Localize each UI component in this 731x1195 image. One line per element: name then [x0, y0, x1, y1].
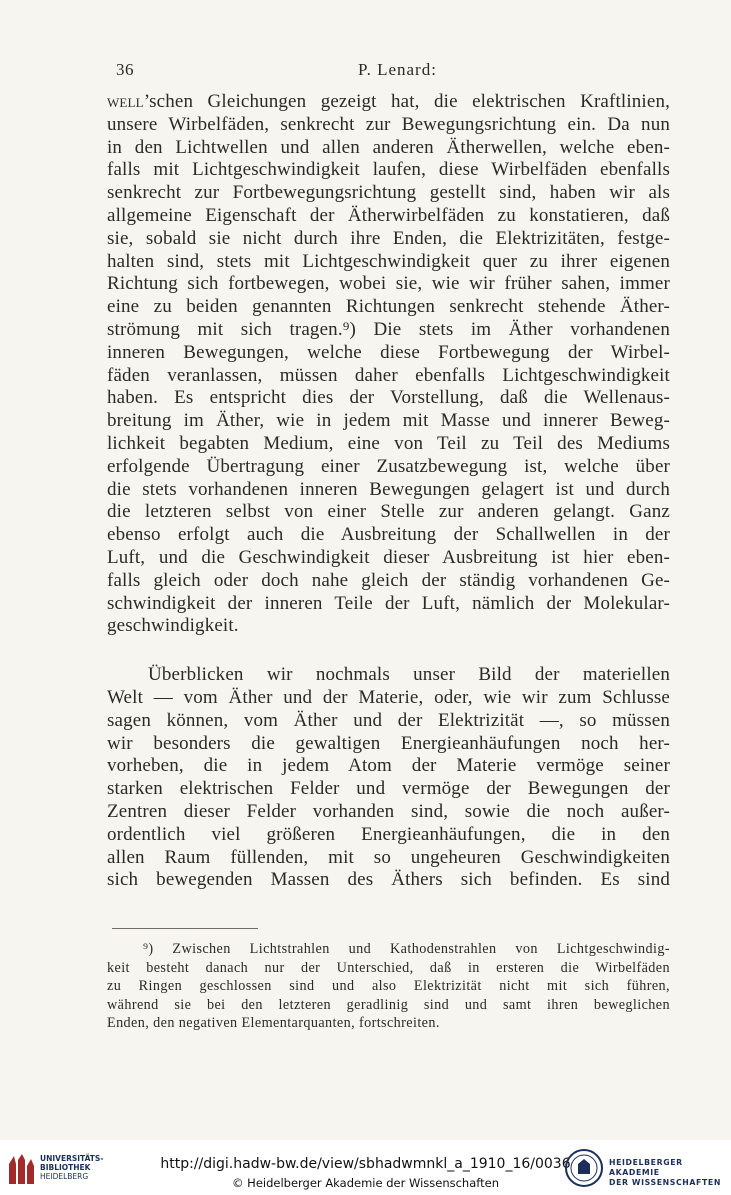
text-line: sich bewegenden Massen des Äthers sich befinden. Es sind	[107, 869, 670, 891]
text-line: Luft, und die Geschwindigkeit dieser Ausbreitung ist hier eben-	[107, 546, 670, 568]
text-line: erfolgende Übertragung einer Zusatzbewegung ist, welche über	[107, 455, 670, 477]
text-line: halten sind, stets mit Lichtgeschwindigkeit quer zu ihrer eigenen	[107, 250, 670, 272]
text-line: ordentlich viel größeren Energieanhäufungen, die in den	[107, 823, 670, 845]
page-number: 36	[116, 60, 134, 79]
text-line: fäden veranlassen, müssen daher ebenfalls Lichtgeschwindigkeit	[107, 364, 670, 386]
text-line: strömung mit sich tragen.⁹) Die stets im Äther vorhandenen	[107, 318, 670, 340]
text-line	[107, 91, 670, 114]
paragraph-1	[107, 114, 670, 638]
first-word: well	[107, 91, 144, 112]
permalink-url[interactable]: http://digi.hadw-bw.de/view/sbhadwmnkl_a_1910_16/0036	[160, 1156, 571, 1172]
footnote-rule	[112, 928, 258, 929]
academy-seal-icon	[564, 1148, 604, 1188]
text-line: allgemeine Eigenschaft der Ätherwirbelfäden zu konstatieren, daß	[107, 204, 670, 226]
text-line: inneren Bewegungen, welche diese Fortbewegung der Wirbel-	[107, 341, 670, 363]
running-title: P. Lenard:	[358, 60, 437, 79]
footnote	[107, 940, 670, 1033]
university-library-label: UNIVERSITÄTS- BIBLIOTHEK HEIDELBERG	[40, 1154, 104, 1181]
text-line: allen Raum füllenden, mit so ungeheuren Geschwindigkeiten	[107, 846, 670, 868]
text-line: die stets vorhandenen inneren Bewegungen gelagert ist und durch	[107, 478, 670, 500]
footnote-line: ⁹) Zwischen Lichtstrahlen und Kathodenstrahlen von Lichtgeschwindig-	[143, 941, 670, 957]
text-line: haben. Es entspricht dies der Vorstellung, daß die Wellenaus-	[107, 387, 670, 409]
text-line: Zentren dieser Felder vorhanden sind, sowie die noch außer-	[107, 800, 670, 822]
text-line: sagen können, vom Äther und der Elektrizität —, so müssen	[107, 709, 670, 731]
text-line: falls mit Lichtgeschwindigkeit laufen, diese Wirbelfäden ebenfalls	[107, 159, 670, 181]
text-line: sie, sobald sie nicht durch ihre Enden, die Elektrizitäten, festge-	[107, 227, 670, 249]
text-line: eine zu beiden genannten Richtungen senkrecht stehende Äther-	[107, 296, 670, 318]
text-line: senkrecht zur Fortbewegungsrichtung gestellt sind, haben wir als	[107, 182, 670, 204]
text-line: Richtung sich fortbewegen, wobei sie, wie wir früher sahen, immer	[107, 273, 670, 295]
footnote-line: während sie bei den letzteren geradlinig sind und samt ihren beweglichen	[107, 996, 670, 1013]
text-line: in den Lichtwellen und allen anderen Ätherwellen, welche eben-	[107, 136, 670, 158]
text-line: ebenso erfolgt auch die Ausbreitung der Schallwellen in der	[107, 524, 670, 546]
academy-label: HEIDELBERGER AKADEMIE DER WISSENSCHAFTEN	[609, 1158, 721, 1187]
text-line: schwindigkeit der inneren Teile der Luft, nämlich der Molekular-	[107, 592, 670, 614]
line0-rest: ’schen Gleichungen gezeigt hat, die elektrischen Kraftlinien,	[143, 91, 670, 112]
footnote-line: Enden, den negativen Elementarquanten, fortschreiten.	[107, 1015, 440, 1032]
text-line: Überblicken wir nochmals unser Bild der materiellen	[148, 664, 670, 686]
footnote-line: keit besteht danach nur der Unterschied, daß in ersteren die Wirbelfäden	[107, 959, 670, 976]
text-line: breitung im Äther, wie in jedem mit Masse und innerer Beweg-	[107, 410, 670, 432]
text-line: geschwindigkeit.	[107, 615, 239, 637]
body-text	[107, 91, 670, 892]
text-line: Welt — vom Äther und der Materie, oder, wie wir zum Schlusse	[107, 686, 670, 708]
text-line: falls gleich oder doch nahe gleich der ständig vorhandenen Ge-	[107, 569, 670, 591]
copyright-notice: © Heidelberger Akademie der Wissenschaften	[232, 1176, 499, 1190]
text-line: starken elektrischen Felder und vermöge der Bewegungen der	[107, 778, 670, 800]
text-line: die letzteren selbst von einer Stelle zur anderen gelangt. Ganz	[107, 501, 670, 523]
footnote-line: zu Ringen geschlossen sind und also Elektrizität nicht mit sich führen,	[107, 978, 670, 995]
paragraph-2	[107, 664, 670, 892]
text-line: wir besonders die gewaltigen Energieanhäufungen noch her-	[107, 732, 670, 754]
text-line: unsere Wirbelfäden, senkrecht zur Bewegungsrichtung ein. Da nun	[107, 113, 670, 135]
text-line: lichkeit begabten Medium, eine von Teil zu Teil des Mediums	[107, 432, 670, 454]
text-line: vorheben, die in jedem Atom der Materie vermöge seiner	[107, 755, 670, 777]
paragraph-gap	[107, 638, 670, 664]
